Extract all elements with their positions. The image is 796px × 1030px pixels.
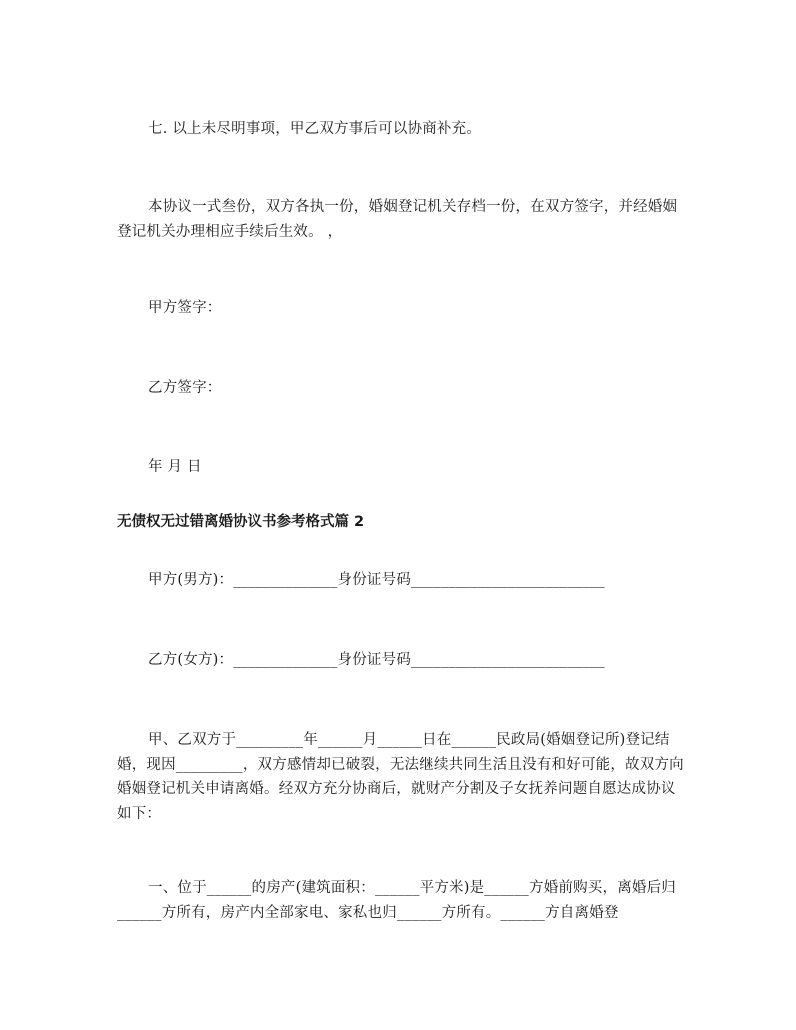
paragraph-copies: 本协议一式叁份，双方各执一份，婚姻登记机关存档一份，在双方签字，并经婚姻登记机关办理相应手续后生效。 ， (117, 199, 678, 240)
section-heading: 无债权无过错离婚协议书参考格式篇 2 (117, 514, 365, 530)
date-line: 年 月 日 (148, 459, 202, 475)
signature-party-a: 甲方签字： (148, 300, 222, 316)
paragraph-item-1: 一、位于______的房产(建筑面积：______平方米)是______方婚前购买，离婚后归______方所有，房产内全部家电、家私也归______方所有。______方自离婚登 (117, 880, 677, 921)
party-b-line: 乙方(女方)：______________身份证号码__________________________ (148, 652, 605, 668)
party-a-line: 甲方(男方)：______________身份证号码__________________________ (148, 572, 605, 588)
paragraph-marriage: 甲、乙双方于_________年______月______日在______民政局(婚姻登记所)登记结婚，现因_________，双方感情却已破裂，无法继续共同生活且没有和好可能，故双方向婚姻登记机关申请离婚。经双方充分协商后，就财产分割及子女抚养问题自愿达成协议如下： (117, 732, 684, 822)
paragraph-item-7: 七. 以上未尽明事项，甲乙双方事后可以协商补充。 (148, 121, 482, 137)
signature-party-b: 乙方签字： (148, 380, 222, 396)
